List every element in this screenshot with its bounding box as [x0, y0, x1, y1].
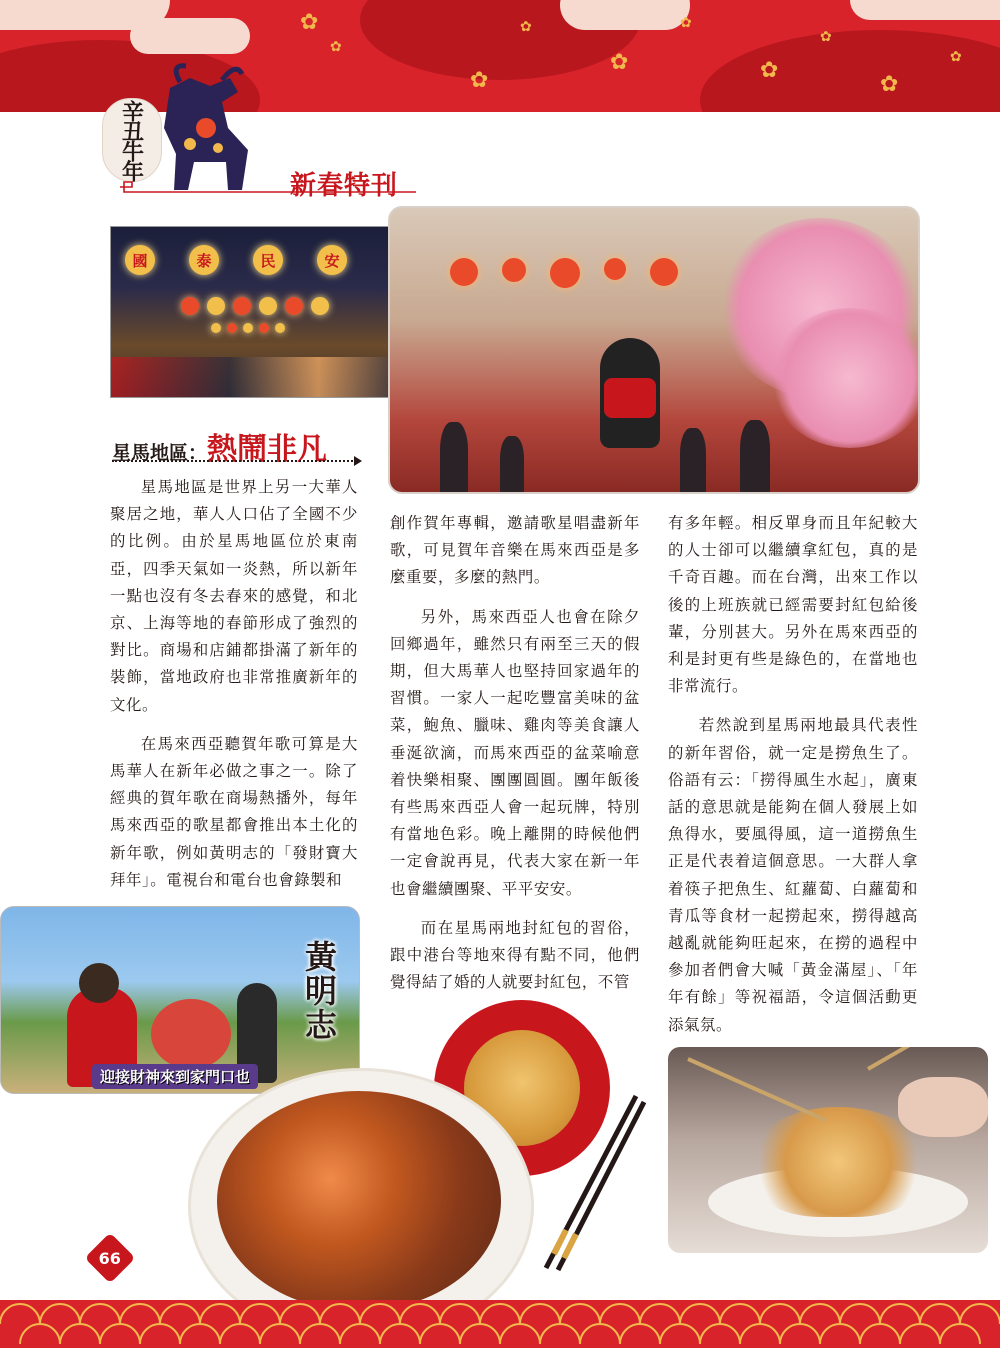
- chopsticks: [536, 1092, 646, 1272]
- paragraph: 有多年輕。相反單身而且年紀較大的人士卻可以繼續拿紅包，真的是千奇百趣。而在台灣，出來工作以後的上班族就已經需要封紅包給後輩，分別甚大。另外在馬來西亞的利是封更有些是綠色的，在當地也非常流行。: [668, 514, 918, 696]
- street-sign: 國: [125, 245, 155, 275]
- page-number-badge: [85, 1233, 136, 1284]
- bottom-wave-pattern: [0, 1300, 1000, 1348]
- seal-text: 辛丑牛年: [118, 100, 145, 180]
- article-column-1: [110, 474, 358, 906]
- mall-decoration-photo: [388, 206, 920, 494]
- paragraph: 而在星馬兩地封紅包的習俗，跟中港台等地來得有點不同，他們覺得結了婚的人就要封紅包，不管: [390, 918, 640, 992]
- street-sign: 民: [253, 245, 283, 275]
- yee-sang-photo: [668, 1047, 988, 1253]
- paragraph: 星馬地區是世界上另一大華人聚居之地，華人人口佔了全國不少的比例。由於星馬地區位於東南亞，四季天氣如一炎熱，所以新年一點也沒有冬去春來的感覺，和北京、上海等地的春節形成了強烈的對比。商場和店鋪都掛滿了新年的裝飾，當地政府也非常推廣新年的文化。: [110, 478, 358, 714]
- paragraph: 另外，馬來西亞人也會在除夕回鄉過年，雖然只有兩至三天的假期，但大馬華人也堅持回家過年的習慣。一家人一起吃豐富美味的盆菜，鮑魚、臘味、雞肉等美食讓人垂涎欲滴，而馬來西亞的盆菜喻意着快樂相聚、團團圓圓。團年飯後有些馬來西亞人會一起玩牌，特別有當地色彩。晚上離開的時候他們一定會說再見，代表大家在新一年也會繼續團聚、平平安安。: [390, 607, 640, 898]
- paragraph: 若然說到星馬兩地最具代表性的新年習俗，就一定是撈魚生了。俗語有云：「撈得風生水起」，廣東話的意思就是能夠在個人發展上如魚得水，要風得風，這一道撈魚生正是代表着這個意思。一大群人拿着筷子把魚生、紅蘿蔔、白蘿蔔和青瓜等食材一起撈起來，撈得越高越亂就能夠旺起來，在撈的過程中參加者們會大喊「黃金滿屋」、「年年有餘」等祝福語，令這個活動更添氣氛。: [668, 716, 918, 1034]
- article-column-2: [390, 510, 640, 1008]
- page-number: 66: [98, 1248, 122, 1268]
- section-headline: 熱鬧非凡: [207, 432, 328, 467]
- singer-name-caption: 黃明志: [300, 940, 338, 1042]
- paragraph: 在馬來西亞聽賀年歌可算是大馬華人在新年必做之事之一。除了經典的賀年歌在商場熱播外，每年馬來西亞的歌星都會推出本土化的新年歌，例如黃明志的「發財寶大拜年」。電視台和電台也會錄製和: [110, 734, 358, 889]
- street-lanterns-photo: [110, 226, 408, 398]
- top-banner: ✿ ✿ ✿ ✿ ✿ ✿ ✿ ✿ ✿ ✿: [0, 0, 1000, 112]
- paragraph: 創作賀年專輯，邀請歌星唱盡新年歌，可見賀年音樂在馬來西亞是多麼重要，多麼的熱門。: [390, 514, 640, 587]
- region-label: 星馬地區：: [112, 442, 208, 464]
- year-seal: [102, 98, 162, 182]
- article-column-3: [668, 510, 918, 1051]
- street-sign: 泰: [189, 245, 219, 275]
- heading-divider: [112, 460, 356, 462]
- street-sign: 安: [317, 245, 347, 275]
- issue-title: 新春特刊: [290, 171, 399, 201]
- tv-subtitle-caption: 迎接財神來到家門口也: [92, 1064, 258, 1089]
